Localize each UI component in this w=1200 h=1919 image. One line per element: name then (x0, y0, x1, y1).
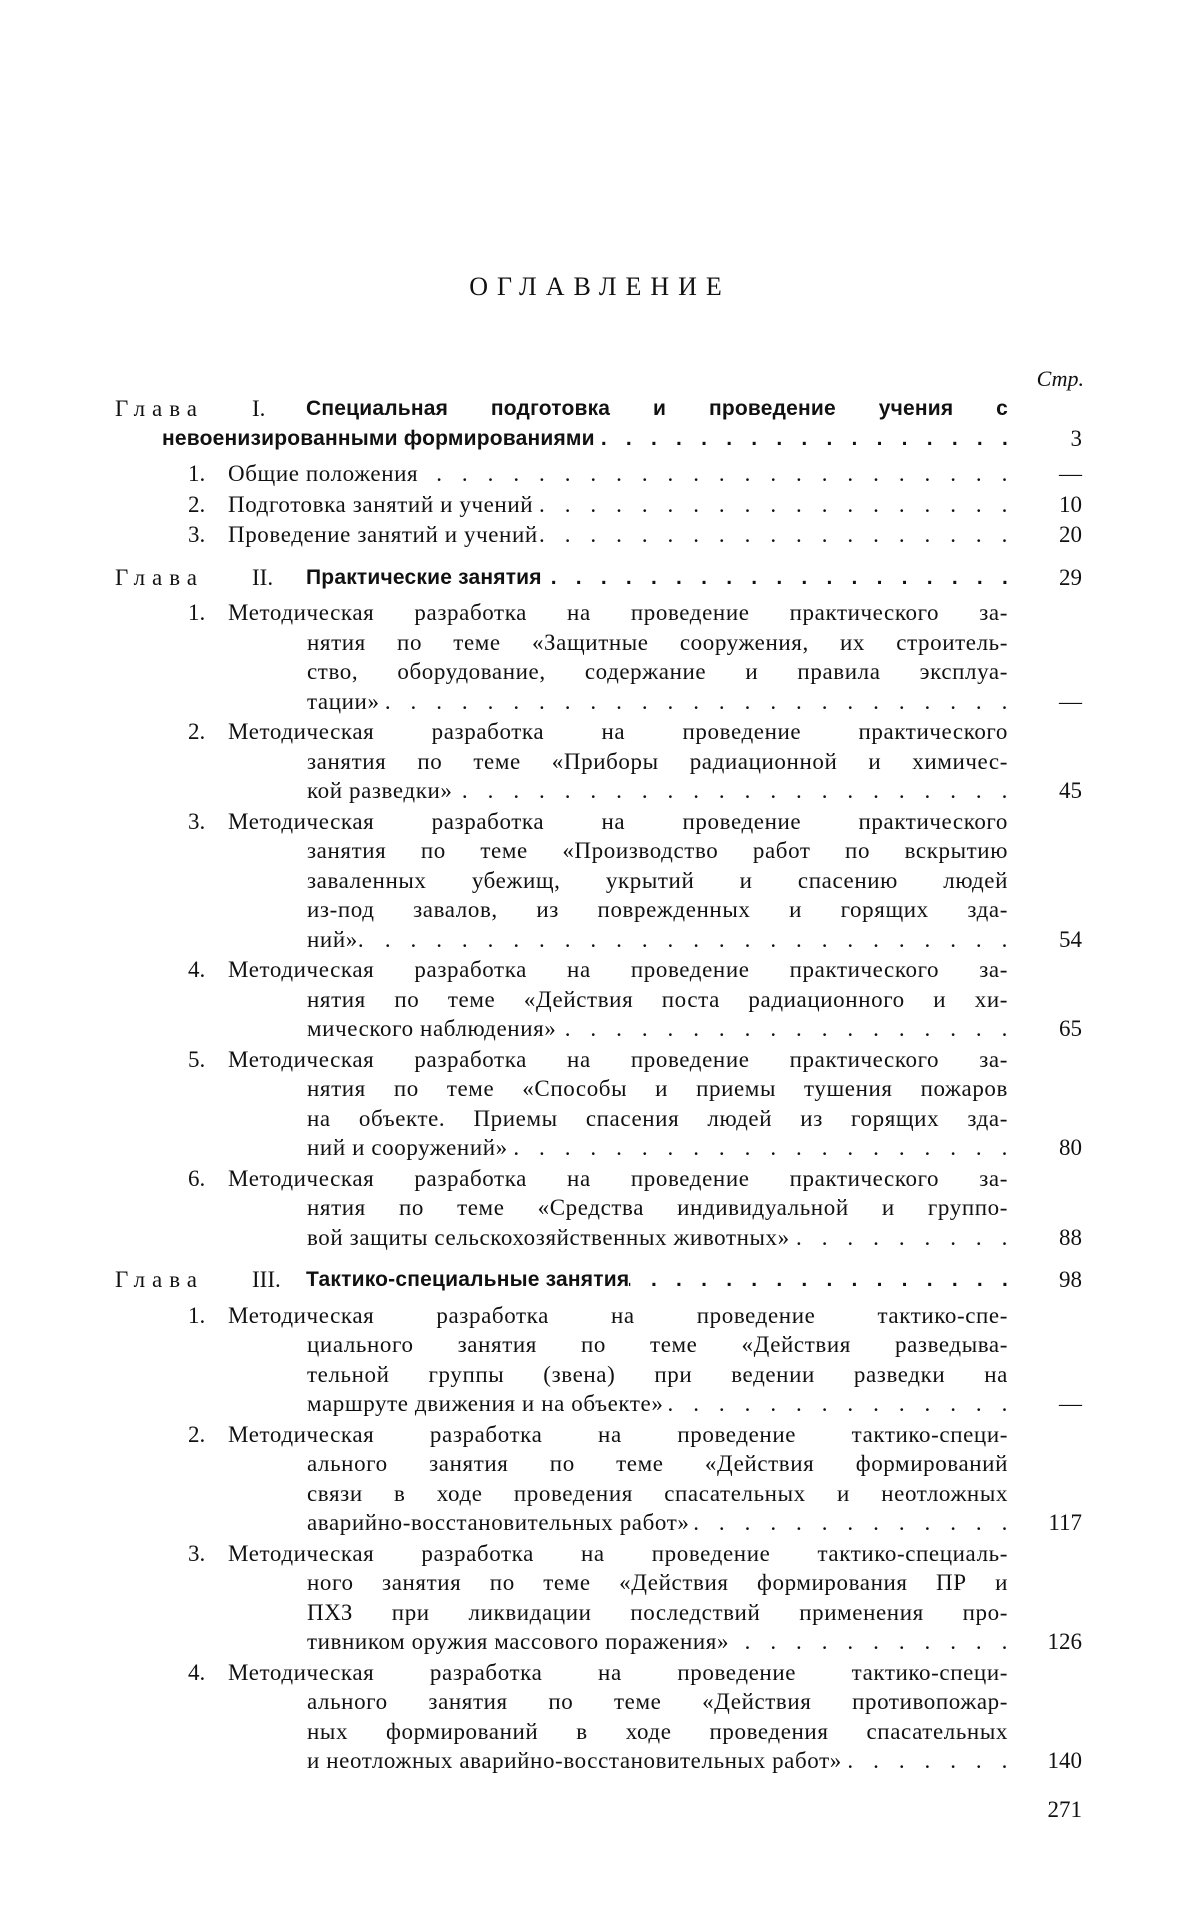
line-text: Методическая разработка на проведение практического (228, 807, 1008, 837)
line-text-content: невоенизированными формированиями (162, 424, 595, 454)
line-text (228, 490, 1008, 520)
chapter-sections (0, 1301, 1200, 1776)
line-text-content: тивником оружия массового поражения» (307, 1627, 729, 1657)
entry-line (0, 955, 1200, 985)
line-text (307, 687, 1008, 717)
line-text: ных формирований в ходе проведения спасательных (307, 1717, 1008, 1747)
toc-entry[interactable] (0, 1164, 1200, 1253)
chapter-label: Глава (115, 394, 204, 424)
chapter-numeral: III. (252, 1265, 281, 1295)
line-text: циального занятия по теме «Действия разведыва- (307, 1330, 1008, 1360)
entry-line (0, 717, 1200, 747)
line-text-content: тации» (307, 687, 380, 717)
line-text-content: аварийно-восстановительных работ» (307, 1508, 689, 1538)
line-text-content: Практические занятия (306, 563, 542, 593)
page-number: 271 (1048, 1797, 1083, 1823)
chapter (0, 563, 1200, 1253)
line-text (306, 563, 1008, 593)
line-text-content: кой разведки» (307, 776, 452, 806)
dot-leader (533, 490, 1008, 520)
line-text: Методическая разработка на проведение практического за- (228, 1045, 1008, 1075)
dot-leader (538, 520, 1008, 550)
toc-entry[interactable] (0, 955, 1200, 1044)
chapter-label: Глава (115, 563, 204, 593)
chapter-heading-line (0, 1265, 1200, 1295)
toc-entry[interactable] (0, 1301, 1200, 1419)
entry-line (0, 776, 1200, 806)
entry-line (0, 925, 1200, 955)
line-text: нятия по теме «Способы и приемы тушения пожаров (307, 1074, 1008, 1104)
chapter-sections (0, 459, 1200, 550)
chapter-heading-line (0, 394, 1200, 424)
dot-leader (364, 925, 1008, 955)
entry-line (0, 1223, 1200, 1253)
page-column-label: Стр. (1020, 366, 1084, 392)
page-reference[interactable]: 98 (1059, 1265, 1082, 1295)
dot-leader (556, 1014, 1008, 1044)
toc-entry[interactable] (0, 598, 1200, 716)
entry-line (0, 1045, 1200, 1075)
toc-entry[interactable] (0, 1539, 1200, 1657)
page-reference[interactable]: 29 (1059, 563, 1082, 593)
dot-leader (452, 776, 1008, 806)
page-reference[interactable]: — (1059, 459, 1082, 489)
line-text: Методическая разработка на проведение практического (228, 717, 1008, 747)
line-text: тельной группы (звена) при ведении разведки на (307, 1360, 1008, 1390)
entry-number: 5. (188, 1045, 205, 1075)
line-text (306, 1265, 1008, 1295)
chapter (0, 394, 1200, 550)
entry-line (0, 866, 1200, 896)
entry-number: 2. (188, 717, 205, 747)
entry-number: 1. (188, 459, 205, 489)
line-text-content: Подготовка занятий и учений (228, 490, 533, 520)
chapter (0, 1265, 1200, 1776)
toc-entry[interactable] (0, 1420, 1200, 1538)
line-text: ального занятия по теме «Действия формирований (307, 1449, 1008, 1479)
entry-number: 2. (188, 490, 205, 520)
page-reference[interactable]: 20 (1059, 520, 1082, 550)
entry-line (0, 1330, 1200, 1360)
chapter-heading-line (0, 563, 1200, 593)
chapter-heading-line (0, 424, 1200, 454)
page-reference[interactable]: 140 (1048, 1746, 1083, 1776)
page-reference[interactable]: 80 (1059, 1133, 1082, 1163)
line-text: Методическая разработка на проведение практического за- (228, 1164, 1008, 1194)
line-text: Методическая разработка на проведение тактико-специаль- (228, 1539, 1008, 1569)
page-reference[interactable]: 10 (1059, 490, 1082, 520)
line-text (307, 1746, 1008, 1776)
page-reference[interactable]: — (1059, 687, 1082, 717)
page-reference[interactable]: 54 (1059, 925, 1082, 955)
entry-line (0, 1746, 1200, 1776)
entry-line (0, 657, 1200, 687)
entry-line (0, 895, 1200, 925)
entry-line (0, 520, 1200, 550)
entry-line (0, 1360, 1200, 1390)
line-text (228, 459, 1008, 489)
line-text (307, 1627, 1008, 1657)
line-text-content: Проведение занятий и учений (228, 520, 538, 550)
line-text-content: мического наблюдения» (307, 1014, 556, 1044)
entry-number: 3. (188, 520, 205, 550)
entry-line (0, 490, 1200, 520)
line-text: из-под завалов, из поврежденных и горящих зда- (307, 895, 1008, 925)
entry-number: 6. (188, 1164, 205, 1194)
line-text-content: ний и сооружений» (307, 1133, 508, 1163)
line-text (307, 925, 1008, 955)
line-text: ство, оборудование, содержание и правила эксплуа- (307, 657, 1008, 687)
line-text: ального занятия по теме «Действия противопожар- (307, 1687, 1008, 1717)
entry-line (0, 598, 1200, 628)
entry-line (0, 985, 1200, 1015)
chapter-sections (0, 598, 1200, 1252)
line-text: ПХЗ при ликвидации последствий применения про- (307, 1598, 1008, 1628)
line-text (307, 1508, 1008, 1538)
line-text: Специальная подготовка и проведение учения с (306, 394, 1008, 424)
chapter-numeral: I. (252, 394, 265, 424)
dot-leader (729, 1627, 1008, 1657)
entry-line (0, 1014, 1200, 1044)
line-text: ного занятия по теме «Действия формирования ПР и (307, 1568, 1008, 1598)
entry-line (0, 1193, 1200, 1223)
dot-leader (595, 424, 1008, 454)
entry-number: 3. (188, 807, 205, 837)
line-text (162, 424, 1008, 454)
entry-number: 2. (188, 1420, 205, 1450)
line-text: нятия по теме «Действия поста радиационного и хи- (307, 985, 1008, 1015)
line-text (307, 1014, 1008, 1044)
line-text-content: маршруте движения и на объекте» (307, 1389, 663, 1419)
entry-line (0, 1598, 1200, 1628)
line-text: Методическая разработка на проведение практического за- (228, 598, 1008, 628)
page-reference[interactable]: 88 (1059, 1223, 1082, 1253)
entry-line (0, 1449, 1200, 1479)
entry-line (0, 1389, 1200, 1419)
line-text: занятия по теме «Приборы радиационной и химичес- (307, 747, 1008, 777)
chapter-label: Глава (115, 1265, 204, 1295)
page-reference[interactable]: — (1059, 1389, 1082, 1419)
page-reference[interactable]: 3 (1071, 424, 1083, 454)
line-text-content: вой защиты сельскохозяйственных животных» (307, 1223, 790, 1253)
line-text: Методическая разработка на проведение тактико-спе- (228, 1301, 1008, 1331)
dot-leader (790, 1223, 1008, 1253)
entry-line (0, 1104, 1200, 1134)
entry-line (0, 1074, 1200, 1104)
entry-line (0, 1508, 1200, 1538)
page-reference[interactable]: 45 (1059, 776, 1082, 806)
entry-line (0, 1717, 1200, 1747)
line-text: на объекте. Приемы спасения людей из горящих зда- (307, 1104, 1008, 1134)
line-text-content: Тактико-специальные занятия (306, 1265, 629, 1295)
entry-line (0, 1164, 1200, 1194)
dot-leader (380, 687, 1008, 717)
chapter-numeral: II. (252, 563, 273, 593)
line-text: Методическая разработка на проведение практического за- (228, 955, 1008, 985)
entry-line (0, 1539, 1200, 1569)
entry-line (0, 807, 1200, 837)
line-text-content: Общие положения (228, 459, 418, 489)
dot-leader (542, 563, 1008, 593)
toc-entry[interactable] (0, 520, 1200, 550)
dot-leader (418, 459, 1008, 489)
page-reference[interactable]: 65 (1059, 1014, 1082, 1044)
dot-leader (629, 1265, 1008, 1295)
entry-number: 1. (188, 1301, 205, 1331)
entry-number: 4. (188, 1658, 205, 1688)
line-text: связи в ходе проведения спасательных и неотложных (307, 1479, 1008, 1509)
entry-line (0, 836, 1200, 866)
line-text: Методическая разработка на проведение тактико-специ- (228, 1658, 1008, 1688)
line-text (228, 520, 1008, 550)
entry-line (0, 1568, 1200, 1598)
table-of-contents (0, 394, 1200, 1776)
line-text: заваленных убежищ, укрытий и спасению людей (307, 866, 1008, 896)
entry-line (0, 1301, 1200, 1331)
entry-line (0, 1658, 1200, 1688)
line-text (307, 1389, 1008, 1419)
toc-entry[interactable] (0, 1658, 1200, 1776)
entry-line (0, 1627, 1200, 1657)
entry-line (0, 1687, 1200, 1717)
entry-line (0, 747, 1200, 777)
line-text (307, 1133, 1008, 1163)
line-text-content: и неотложных аварийно-восстановительных работ» (307, 1746, 842, 1776)
entry-number: 1. (188, 598, 205, 628)
line-text: нятия по теме «Средства индивидуальной и группо- (307, 1193, 1008, 1223)
toc-title: ОГЛАВЛЕНИЕ (0, 272, 1200, 302)
page-reference[interactable]: 126 (1048, 1627, 1083, 1657)
line-text (307, 776, 1008, 806)
toc-entry[interactable] (0, 490, 1200, 520)
dot-leader (842, 1746, 1008, 1776)
page-reference[interactable]: 117 (1048, 1508, 1082, 1538)
line-text: нятия по теме «Защитные сооружения, их строитель- (307, 628, 1008, 658)
toc-entry[interactable] (0, 717, 1200, 806)
entry-line (0, 1420, 1200, 1450)
entry-line (0, 1133, 1200, 1163)
toc-entry[interactable] (0, 807, 1200, 955)
dot-leader (689, 1508, 1008, 1538)
dot-leader (663, 1389, 1008, 1419)
line-text (307, 1223, 1008, 1253)
line-text: Методическая разработка на проведение тактико-специ- (228, 1420, 1008, 1450)
line-text-content: ний». (307, 925, 364, 955)
entry-line (0, 628, 1200, 658)
toc-entry[interactable] (0, 1045, 1200, 1163)
line-text: занятия по теме «Производство работ по вскрытию (307, 836, 1008, 866)
toc-entry[interactable] (0, 459, 1200, 489)
entry-line (0, 459, 1200, 489)
entry-number: 4. (188, 955, 205, 985)
dot-leader (508, 1133, 1008, 1163)
entry-number: 3. (188, 1539, 205, 1569)
entry-line (0, 687, 1200, 717)
entry-line (0, 1479, 1200, 1509)
